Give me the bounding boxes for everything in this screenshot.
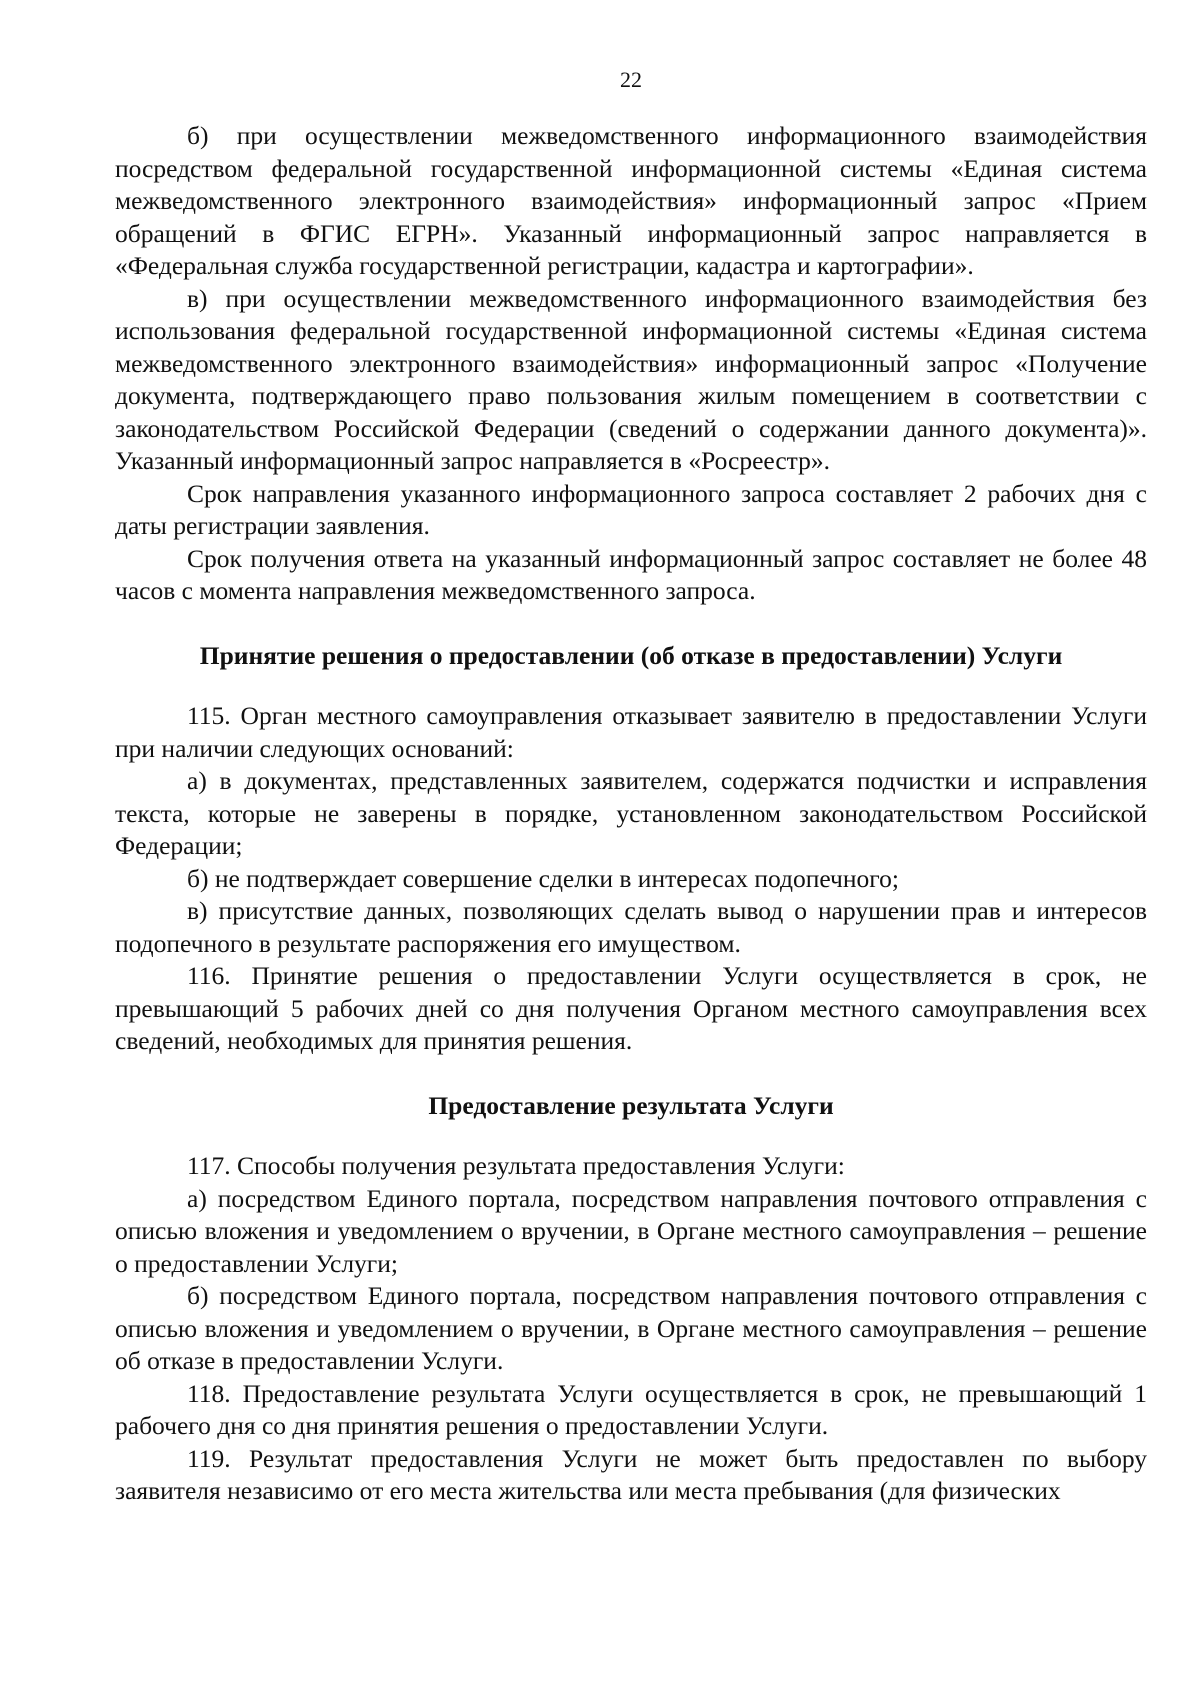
document-page — [115, 64, 1147, 1508]
paragraph-115-b: б) не подтверждает совершение сделки в интересах подопечного; — [187, 863, 899, 893]
paragraph-response-deadline: Срок получения ответа на указанный информационный запрос составляет не более 48 часов с момента направления межведомственного запроса. — [115, 543, 1147, 605]
paragraph-117-b: б) посредством Единого портала, посредством направления почтового отправления с описью вложения и уведомлением о вручении, в Органе местного самоуправления – решение об отказе в предоставлении Услуги. — [115, 1281, 1147, 1375]
paragraph-b-egrn-request: б) при осуществлении межведомственного информационного взаимодействия посредством федеральной государственной информационной системы «Единая система межведомственного электронного взаимодействия» информационный запрос «Прием обращений в ФГИС ЕГРН». Указанный информационный запрос направляется в «Федеральная служба государственной регистрации, кадастра и картографии». — [115, 121, 1147, 280]
paragraph-request-deadline: Срок направления указанного информационного запроса составляет 2 рабочих дня с даты регистрации заявления. — [115, 478, 1147, 540]
page-number: 22 — [620, 67, 642, 92]
paragraph-116: 116. Принятие решения о предоставлении Услуги осуществляется в срок, не превышающий 5 рабочих дней со дня получения Органом местного самоуправления всех сведений, необходимых для принятия решения. — [115, 961, 1147, 1055]
section-heading-result: Предоставление результата Услуги — [428, 1090, 834, 1120]
paragraph-115: 115. Орган местного самоуправления отказывает заявителю в предоставлении Услуги при наличии следующих оснований: — [115, 701, 1147, 763]
paragraph-115-v: в) присутствие данных, позволяющих сделать вывод о нарушении прав и интересов подопечного в результате распоряжения его имуществом. — [115, 896, 1147, 958]
paragraph-v-rosreestr-request: в) при осуществлении межведомственного информационного взаимодействия без использования федеральной государственной информационной системы «Единая система межведомственного электронного взаимодействия» информационный запрос «Получение документа, подтверждающего право пользования жилым помещением в соответствии с законодательством Российской Федерации (сведений о содержании данного документа)». Указанный информационный запрос направляется в «Росреестр». — [115, 283, 1147, 475]
paragraph-115-a: а) в документах, представленных заявителем, содержатся подчистки и исправления текста, которые не заверены в порядке, установленном законодательством Российской Федерации; — [115, 766, 1147, 860]
paragraph-118: 118. Предоставление результата Услуги осуществляется в срок, не превышающий 1 рабочего дня со дня принятия решения о предоставлении Услуги. — [115, 1378, 1147, 1440]
paragraph-119: 119. Результат предоставления Услуги не может быть предоставлен по выбору заявителя независимо от его места жительства или места пребывания (для физических — [115, 1443, 1147, 1505]
paragraph-117-a: а) посредством Единого портала, посредством направления почтового отправления с описью вложения и уведомлением о вручении, в Органе местного самоуправления – решение о предоставлении Услуги; — [115, 1183, 1147, 1278]
paragraph-117: 117. Способы получения результата предоставления Услуги: — [187, 1151, 845, 1180]
section-heading-decision: Принятие решения о предоставлении (об отказе в предоставлении) Услуги — [199, 640, 1063, 670]
